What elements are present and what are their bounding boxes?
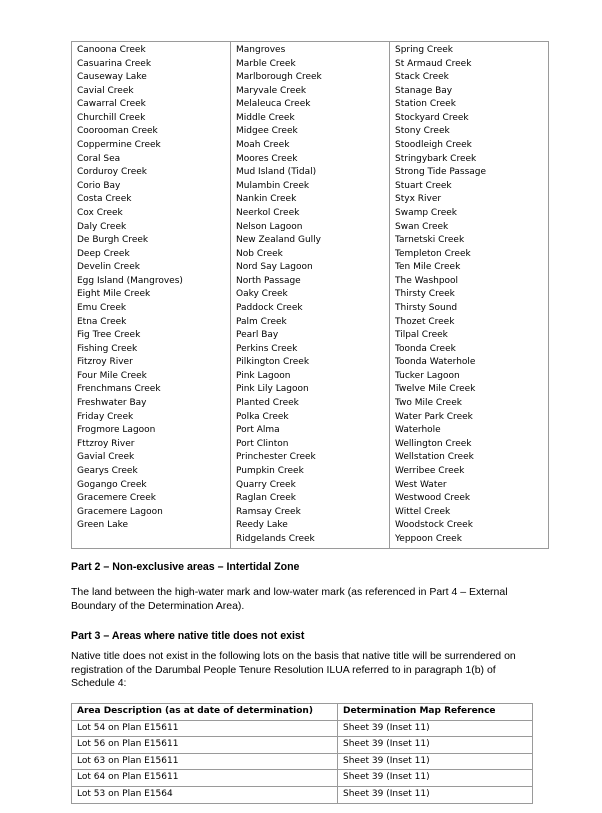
- lots-table: [71, 703, 533, 804]
- list-item: Wellstation Creek: [395, 452, 474, 463]
- list-item: Waterhole: [395, 425, 441, 436]
- table-row: [72, 737, 533, 754]
- list-item: Green Lake: [77, 520, 129, 531]
- lot-map-reference: Sheet 39 (Inset 11): [338, 753, 533, 770]
- list-item: Ridgelands Creek: [236, 533, 315, 544]
- lots-header-map-reference: Determination Map Reference: [338, 704, 533, 721]
- list-item: Deep Creek: [77, 248, 130, 259]
- list-item: Wittel Creek: [395, 506, 451, 517]
- list-item: Oaky Creek: [236, 289, 288, 300]
- list-item: Perkins Creek: [236, 343, 298, 354]
- lot-map-reference: Sheet 39 (Inset 11): [338, 770, 533, 787]
- list-item: Gracemere Lagoon: [77, 506, 163, 517]
- list-item: Templeton Creek: [395, 248, 471, 259]
- list-item: Pink Lily Lagoon: [236, 384, 309, 395]
- lots-header-area-description: Area Description (as at date of determination): [72, 704, 338, 721]
- list-item: Thozet Creek: [395, 316, 455, 327]
- lot-map-reference: Sheet 39 (Inset 11): [338, 737, 533, 754]
- list-item: Palm Creek: [236, 316, 287, 327]
- list-item: Fitzroy River: [77, 357, 133, 368]
- list-item: Stockyard Creek: [395, 112, 469, 123]
- lot-map-reference: Sheet 39 (Inset 11): [338, 720, 533, 737]
- list-item: Wellington Creek: [395, 438, 472, 449]
- list-item: Water Park Creek: [395, 411, 473, 422]
- list-item: North Passage: [236, 275, 301, 286]
- list-item: Four Mile Creek: [77, 370, 147, 381]
- list-item: De Burgh Creek: [77, 235, 149, 246]
- list-item: Frogmore Lagoon: [77, 425, 156, 436]
- part3-paragraph: Native title does not exist in the following lots on the basis that native title will be surrendered on registration of the Darumbal People Tenure Resolution ILUA referred to in paragraph 1(b) of Schedule 4:: [71, 650, 516, 689]
- list-item: Coppermine Creek: [77, 140, 161, 151]
- list-item: Nelson Lagoon: [236, 221, 303, 232]
- list-item: Nankin Creek: [236, 194, 297, 205]
- list-item: Mud Island (Tidal): [236, 167, 317, 178]
- list-item: Gearys Creek: [77, 465, 138, 476]
- list-item: Melaleuca Creek: [236, 99, 311, 110]
- list-item: Moah Creek: [236, 140, 290, 151]
- list-item: Toonda Creek: [395, 343, 456, 354]
- list-item: Tucker Lagoon: [395, 370, 460, 381]
- lot-area-description: Lot 53 on Plan E1564: [72, 786, 338, 803]
- list-item: Coorooman Creek: [77, 126, 158, 137]
- list-item: Fig Tree Creek: [77, 330, 141, 341]
- list-item: Mulambin Creek: [236, 180, 310, 191]
- list-item: Ramsay Creek: [236, 506, 301, 517]
- lot-area-description: Lot 64 on Plan E15611: [72, 770, 338, 787]
- list-item: Station Creek: [395, 99, 456, 110]
- table-row: [72, 786, 533, 803]
- lot-map-reference: Sheet 39 (Inset 11): [338, 786, 533, 803]
- list-item: Stringybark Creek: [395, 153, 477, 164]
- list-item: Moores Creek: [236, 153, 298, 164]
- list-item: New Zealand Gully: [236, 235, 322, 246]
- list-item: Cawarral Creek: [77, 99, 146, 110]
- list-item: Develin Creek: [77, 262, 140, 273]
- list-item: Midgee Creek: [236, 126, 298, 137]
- list-item: Middle Creek: [236, 112, 295, 123]
- list-item: Cavial Creek: [77, 85, 134, 96]
- list-item: The Washpool: [395, 275, 459, 286]
- list-item: Gavial Creek: [77, 452, 135, 463]
- part2-heading: Part 2 – Non-exclusive areas – Intertidal Zone: [71, 561, 300, 573]
- list-item: Neerkol Creek: [236, 207, 300, 218]
- list-item: Twelve Mile Creek: [395, 384, 476, 395]
- waterways-table-row: [72, 42, 549, 549]
- list-item: Corio Bay: [77, 180, 121, 191]
- list-item: Quarry Creek: [236, 479, 296, 490]
- list-item: Tarnetski Creek: [395, 235, 465, 246]
- list-item: Costa Creek: [77, 194, 132, 205]
- list-item: Friday Creek: [77, 411, 134, 422]
- list-item: Frenchmans Creek: [77, 384, 161, 395]
- list-item: Canoona Creek: [77, 45, 146, 55]
- list-item: Ten Mile Creek: [395, 262, 461, 273]
- list-item: Swamp Creek: [395, 207, 458, 218]
- list-item: Thirsty Sound: [395, 302, 458, 313]
- list-item: Styx River: [395, 194, 442, 205]
- list-item: Causeway Lake: [77, 72, 147, 83]
- list-item: Port Alma: [236, 425, 280, 436]
- list-item: Nob Creek: [236, 248, 283, 259]
- list-item: Two Mile Creek: [395, 398, 462, 409]
- list-item: Swan Creek: [395, 221, 449, 232]
- list-item: Yeppoon Creek: [395, 533, 462, 544]
- list-item: Egg Island (Mangroves): [77, 275, 183, 286]
- list-item: Thirsty Creek: [395, 289, 455, 300]
- list-item: Stack Creek: [395, 72, 449, 83]
- list-item: Pink Lagoon: [236, 370, 291, 381]
- lot-area-description: Lot 54 on Plan E15611: [72, 720, 338, 737]
- table-row: [72, 753, 533, 770]
- list-item: Freshwater Bay: [77, 398, 147, 409]
- lots-table-header-row: [72, 704, 533, 721]
- table-row: [72, 720, 533, 737]
- list-item: Eight Mile Creek: [77, 289, 151, 300]
- list-item: Pilkington Creek: [236, 357, 310, 368]
- list-item: Planted Creek: [236, 398, 299, 409]
- list-item: West Water: [395, 479, 447, 490]
- list-item: Reedy Lake: [236, 520, 288, 531]
- waterways-column-1: [72, 42, 231, 549]
- list-item: Raglan Creek: [236, 493, 296, 504]
- list-item: Maryvale Creek: [236, 85, 307, 96]
- list-item: Stanage Bay: [395, 85, 453, 96]
- list-item: Tilpal Creek: [395, 330, 448, 341]
- list-item: Pearl Bay: [236, 330, 279, 341]
- list-item: Etna Creek: [77, 316, 127, 327]
- list-item: Toonda Waterhole: [395, 357, 476, 368]
- list-item: Woodstock Creek: [395, 520, 473, 531]
- lot-area-description: Lot 63 on Plan E15611: [72, 753, 338, 770]
- list-item: Werribee Creek: [395, 465, 465, 476]
- list-item: Fishing Creek: [77, 343, 138, 354]
- list-item: Mangroves: [236, 45, 286, 55]
- list-item: Strong Tide Passage: [395, 167, 487, 178]
- list-item: Stony Creek: [395, 126, 450, 137]
- list-item: Nord Say Lagoon: [236, 262, 313, 273]
- list-item: Fttzroy River: [77, 438, 135, 449]
- list-item: Marble Creek: [236, 58, 296, 69]
- waterways-column-3: [390, 42, 549, 549]
- list-item: Princhester Creek: [236, 452, 316, 463]
- lot-area-description: Lot 56 on Plan E15611: [72, 737, 338, 754]
- list-item: Marlborough Creek: [236, 72, 322, 83]
- list-item: Polka Creek: [236, 411, 289, 422]
- list-item: Stoodleigh Creek: [395, 140, 472, 151]
- list-item: Spring Creek: [395, 45, 453, 55]
- list-item: Port Clinton: [236, 438, 289, 449]
- table-row: [72, 770, 533, 787]
- list-item: Churchill Creek: [77, 112, 146, 123]
- list-item: Paddock Creek: [236, 302, 303, 313]
- waterways-column-2: [231, 42, 390, 549]
- part3-heading: Part 3 – Areas where native title does not exist: [71, 630, 305, 642]
- list-item: Westwood Creek: [395, 493, 471, 504]
- waterways-table: [71, 41, 549, 549]
- list-item: Corduroy Creek: [77, 167, 148, 178]
- list-item: St Armaud Creek: [395, 58, 472, 69]
- list-item: Emu Creek: [77, 302, 127, 313]
- list-item: Casuarina Creek: [77, 58, 152, 69]
- list-item: Gogango Creek: [77, 479, 147, 490]
- list-item: Stuart Creek: [395, 180, 452, 191]
- list-item: Cox Creek: [77, 207, 123, 218]
- list-item: Daly Creek: [77, 221, 127, 232]
- list-item: Coral Sea: [77, 153, 121, 164]
- list-item: Pumpkin Creek: [236, 465, 304, 476]
- list-item: Gracemere Creek: [77, 493, 156, 504]
- part2-paragraph: The land between the high-water mark and low-water mark (as referenced in Part 4 – External Boundary of the Determination Area).: [71, 586, 508, 612]
